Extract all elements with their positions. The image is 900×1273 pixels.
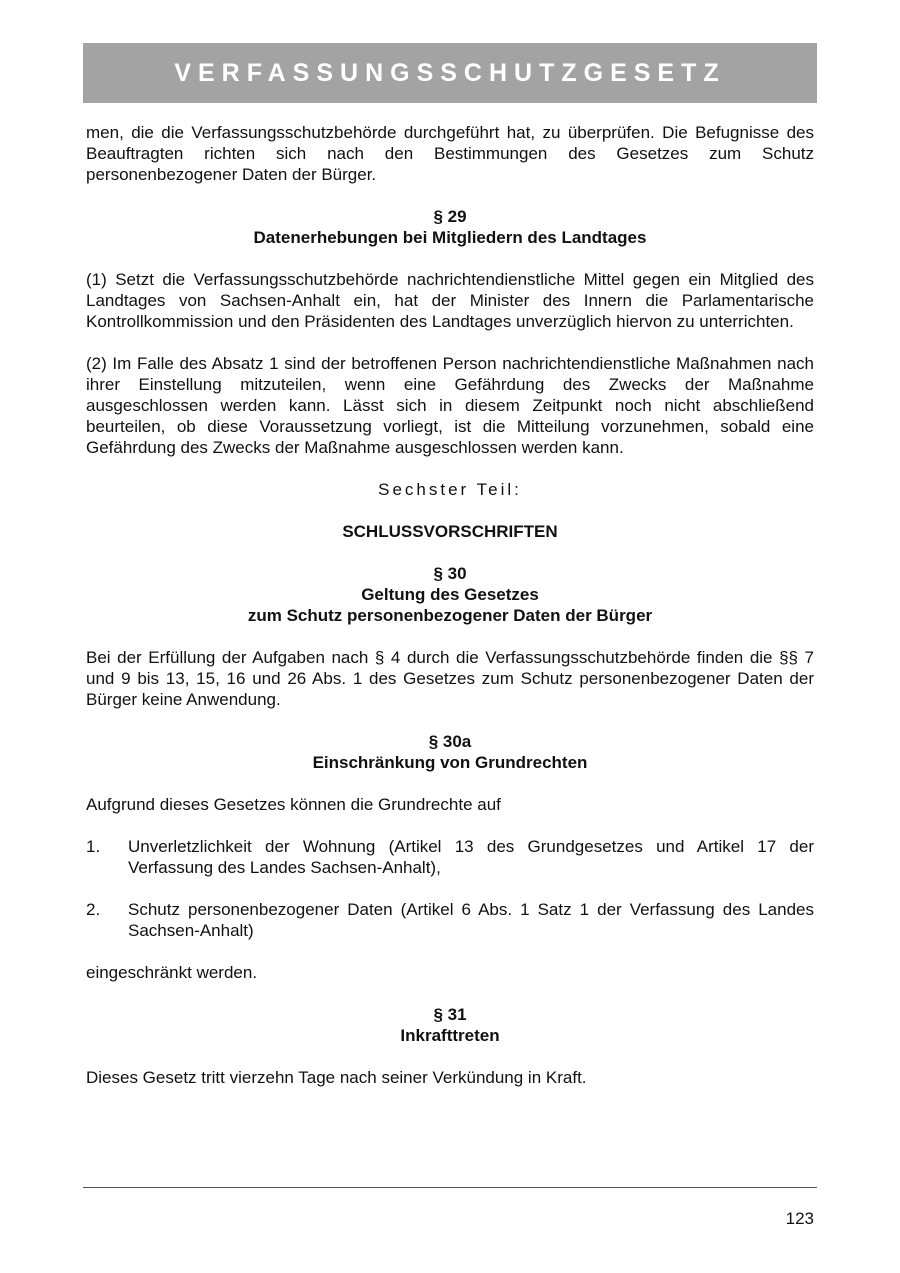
section-31-paragraph-1: Dieses Gesetz tritt vierzehn Tage nach seiner Verkündung in Kraft. <box>86 1068 587 1087</box>
section-29-paragraph-1: (1) Setzt die Verfassungsschutzbehörde nachrichtendienstliche Mittel gegen ein Mitglied des Landtages von Sachsen-Anhalt ein, hat der Minister des Innern die Parlamentarische Kontrollkommission und den Präsidenten des Landtages unverzüglich hiervon zu unterrichten. <box>86 270 814 331</box>
section-29-number: § 29 <box>433 207 467 226</box>
section-30a-outro: eingeschränkt werden. <box>86 963 258 982</box>
section-30a-title: Einschränkung von Grundrechten <box>312 753 588 772</box>
section-30-title-line-2: zum Schutz personenbezogener Daten der Bürger <box>247 606 653 625</box>
header-bar <box>83 43 817 103</box>
section-29-paragraph-2: (2) Im Falle des Absatz 1 sind der betroffenen Person nachrichtendienstliche Maßnahmen nach ihrer Einstellung mitzuteilen, wenn eine Gefährdung des Zwecks der Maßnahme ausgeschlossen werden kann. Lässt sich in diesem Zeitpunkt noch nicht abschließend beurteilen, ob diese Voraussetzung vorliegt, ist die Mitteilung vorzunehmen, sobald eine Gefährdung des Zwecks der Maßnahme ausgeschlossen werden kann. <box>86 354 814 457</box>
footer-divider <box>83 1187 817 1188</box>
list-item-number: 2. <box>86 900 101 919</box>
page-number: 123 <box>785 1209 814 1228</box>
section-30-paragraph-1: Bei der Erfüllung der Aufgaben nach § 4 durch die Verfassungsschutzbehörde finden die §§ 7 und 9 bis 13, 15, 16 und 26 Abs. 1 des Gesetzes zum Schutz personenbezogener Daten der Bürger keine Anwendung. <box>86 648 814 709</box>
list-item-number: 1. <box>86 837 101 856</box>
section-29-title: Datenerhebungen bei Mitgliedern des Landtages <box>253 228 647 247</box>
section-30-title-line-1: Geltung des Gesetzes <box>361 585 539 604</box>
section-30-heading <box>86 563 814 626</box>
section-30-number: § 30 <box>433 564 467 583</box>
list-item <box>86 899 814 941</box>
list-item <box>86 836 814 878</box>
section-30a-intro: Aufgrund dieses Gesetzes können die Grundrechte auf <box>86 795 501 814</box>
part-label: Sechster Teil: <box>378 480 522 499</box>
section-31-title: Inkrafttreten <box>400 1026 500 1045</box>
document-title: VERFASSUNGSSCHUTZGESETZ <box>174 58 726 87</box>
document-body <box>86 122 814 1109</box>
section-29-heading <box>86 206 814 248</box>
part-title: SCHLUSSVORSCHRIFTEN <box>342 522 558 541</box>
list-item-text: Schutz personenbezogener Daten (Artikel 6 Abs. 1 Satz 1 der Verfassung des Landes Sachsen-Anhalt) <box>128 900 814 940</box>
section-30a-number: § 30a <box>428 732 472 751</box>
list-item-text: Unverletzlichkeit der Wohnung (Artikel 13 des Grundgesetzes und Artikel 17 der Verfassung des Landes Sachsen-Anhalt), <box>128 837 814 877</box>
section-31-number: § 31 <box>433 1005 467 1024</box>
section-30a-heading <box>86 731 814 773</box>
section-31-heading <box>86 1004 814 1046</box>
intro-paragraph: men, die die Verfassungsschutzbehörde durchgeführt hat, zu überprüfen. Die Befugnisse des Beauftragten richten sich nach den Bestimmungen des Gesetzes zum Schutz personenbezogener Daten der Bürger. <box>86 123 814 184</box>
